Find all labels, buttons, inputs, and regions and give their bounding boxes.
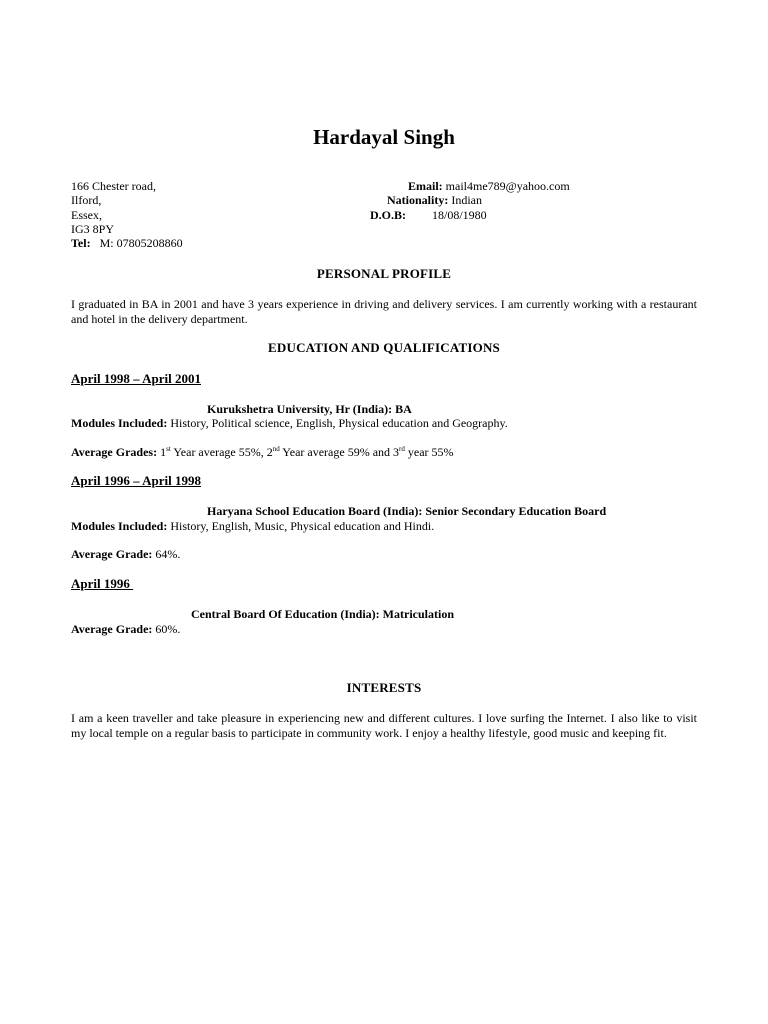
dob-label: D.O.B:	[370, 208, 406, 222]
email	[408, 179, 570, 193]
interests-text: I am a keen traveller and take pleasure in experiencing new and different cultures. I love surfing the Internet. I also like to visit my local temple on a regular basis to participate in community work. I enjoy a healthy lifestyle, good music and keeping fit.	[71, 711, 697, 740]
nationality	[387, 193, 482, 207]
modules-1-value: History, Political science, English, Physical education and Geography.	[170, 416, 508, 430]
personal-profile-text: I graduated in BA in 2001 and have 3 years experience in driving and delivery services. I am currently working with a restaurant and hotel in the delivery department.	[71, 297, 697, 326]
grade-3-value: 60%.	[155, 622, 181, 636]
address-line-1: 166 Chester road,	[71, 179, 156, 193]
modules-1	[71, 416, 508, 430]
candidate-name: Hardayal Singh	[313, 125, 455, 149]
grade-2	[71, 547, 180, 561]
grade-2-value: 64%.	[155, 547, 181, 561]
modules-2	[71, 519, 434, 533]
institution-3: Central Board Of Education (India): Matriculation	[191, 607, 454, 621]
grade-2-label: Average Grade:	[71, 547, 153, 561]
email-label: Email:	[408, 179, 443, 193]
telephone	[71, 236, 183, 250]
email-value: mail4me789@yahoo.com	[445, 179, 570, 193]
education-period-1: April 1998 – April 2001	[71, 371, 202, 386]
grade-3	[71, 622, 180, 636]
education-period-3: April 1996	[71, 576, 134, 591]
dob-value: 18/08/1980	[432, 208, 487, 222]
nationality-label: Nationality:	[387, 193, 449, 207]
nationality-value: Indian	[451, 193, 482, 207]
education-period-2: April 1996 – April 1998	[71, 473, 202, 488]
grades-1: Average Grades: 1st Year average 55%, 2nd Year average 59% and 3rd year 55%	[71, 445, 454, 459]
modules-2-value: History, English, Music, Physical education and Hindi.	[170, 519, 435, 533]
education-heading: EDUCATION AND QUALIFICATIONS	[268, 340, 500, 355]
telephone-label: Tel:	[71, 236, 91, 250]
grade-3-label: Average Grade:	[71, 622, 153, 636]
modules-2-label: Modules Included:	[71, 519, 168, 533]
address-line-4: IG3 8PY	[71, 222, 115, 236]
interests-heading: INTERESTS	[346, 680, 422, 695]
grades-1-label: Average Grades:	[71, 445, 158, 459]
telephone-value: M: 07805208860	[99, 236, 183, 250]
institution-1: Kurukshetra University, Hr (India): BA	[207, 402, 412, 416]
address-line-2: Ilford,	[71, 193, 102, 207]
personal-profile-heading: PERSONAL PROFILE	[316, 266, 452, 281]
modules-1-label: Modules Included:	[71, 416, 168, 430]
institution-2: Haryana School Education Board (India): Senior Secondary Education Board	[207, 504, 607, 518]
address-line-3: Essex,	[71, 208, 102, 222]
